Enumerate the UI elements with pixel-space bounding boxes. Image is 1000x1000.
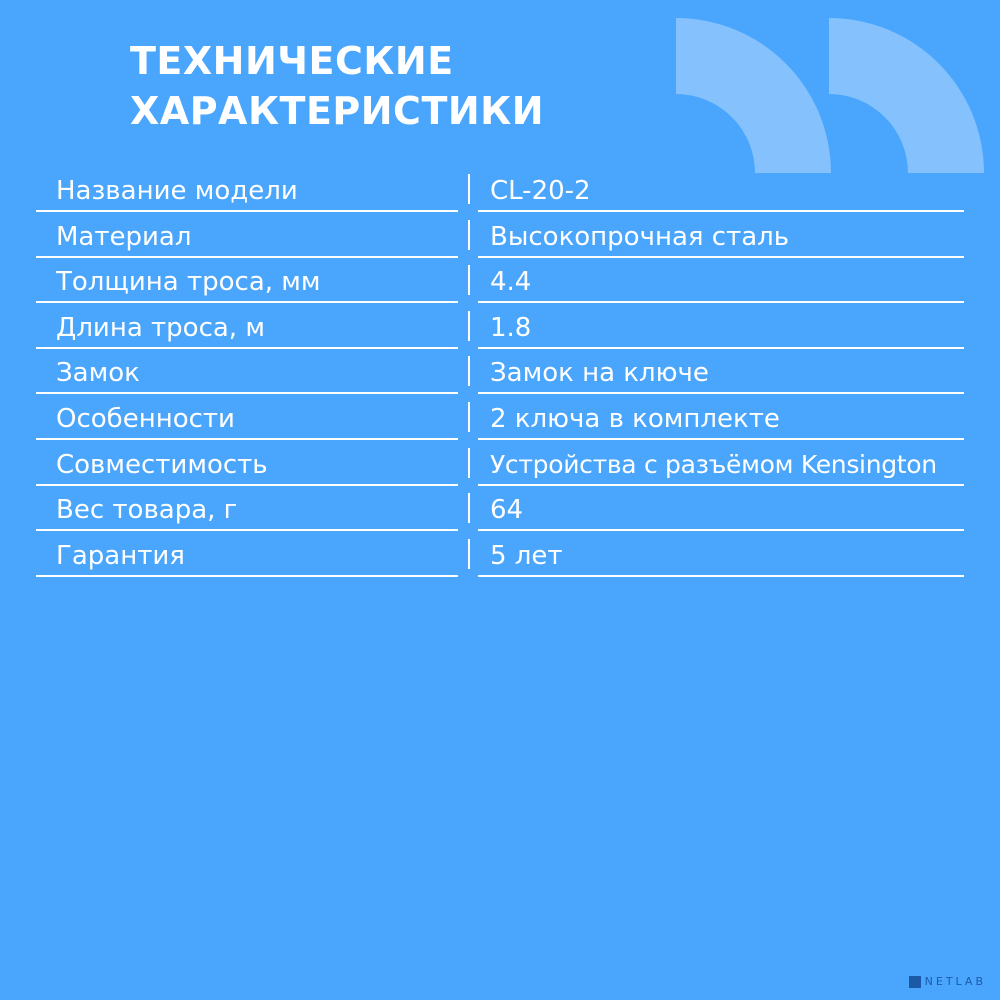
spec-row-material bbox=[36, 214, 964, 260]
quote-arc-right bbox=[829, 18, 984, 173]
spec-row-lock bbox=[36, 350, 964, 396]
spec-label: Длина троса, м bbox=[36, 305, 458, 349]
spec-value: Высокопрочная сталь bbox=[478, 214, 964, 258]
quote-arc-left bbox=[676, 18, 831, 173]
brand-logo bbox=[909, 976, 986, 988]
spec-value: 5 лет bbox=[478, 533, 964, 577]
spec-label: Вес товара, г bbox=[36, 487, 458, 531]
spec-row-compatibility bbox=[36, 442, 964, 488]
logo-text: NETLAB bbox=[924, 975, 986, 988]
spec-value: Устройства с разъёмом Kensington bbox=[478, 442, 964, 486]
spec-label: Замок bbox=[36, 350, 458, 394]
spec-label: Гарантия bbox=[36, 533, 458, 577]
spec-row-cable-length bbox=[36, 305, 964, 351]
spec-value: CL-20-2 bbox=[478, 168, 964, 212]
spec-row-weight bbox=[36, 487, 964, 533]
title-line-1: ТЕХНИЧЕСКИЕ bbox=[130, 39, 454, 83]
logo-square-icon bbox=[909, 976, 921, 988]
spec-value: Замок на ключе bbox=[478, 350, 964, 394]
spec-label: Толщина троса, мм bbox=[36, 259, 458, 303]
spec-row-cable-thickness bbox=[36, 259, 964, 305]
spec-table bbox=[36, 168, 964, 578]
spec-label: Материал bbox=[36, 214, 458, 258]
spec-value: 1.8 bbox=[478, 305, 964, 349]
spec-value: 2 ключа в комплекте bbox=[478, 396, 964, 440]
spec-row-features bbox=[36, 396, 964, 442]
spec-value: 4.4 bbox=[478, 259, 964, 303]
spec-label: Совместимость bbox=[36, 442, 458, 486]
spec-value: 64 bbox=[478, 487, 964, 531]
spec-label: Название модели bbox=[36, 168, 458, 212]
spec-label: Особенности bbox=[36, 396, 458, 440]
spec-row-model bbox=[36, 168, 964, 214]
spec-row-warranty bbox=[36, 533, 964, 579]
title-line-2: ХАРАКТЕРИСТИКИ bbox=[130, 89, 545, 133]
page-title bbox=[130, 36, 544, 136]
